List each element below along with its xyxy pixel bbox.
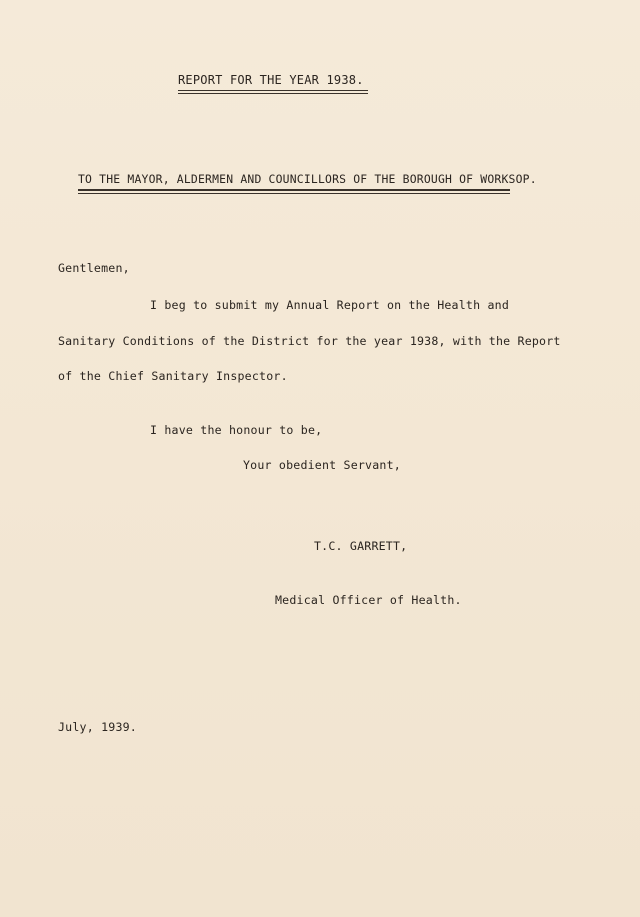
body-line-2: Sanitary Conditions of the District for the year 1938, with the Report — [58, 334, 561, 348]
closing-line-1: I have the honour to be, — [150, 423, 323, 437]
address-line: TO THE MAYOR, ALDERMEN AND COUNCILLORS OF THE BOROUGH OF WORKSOP. — [78, 172, 537, 186]
body-line-3: of the Chief Sanitary Inspector. — [58, 369, 288, 383]
document-date: July, 1939. — [58, 720, 137, 734]
signature-name: T.C. GARRETT, — [314, 539, 408, 553]
salutation: Gentlemen, — [58, 261, 130, 275]
closing-line-2: Your obedient Servant, — [243, 458, 401, 472]
address-underline — [78, 189, 510, 194]
heading-underline — [178, 90, 368, 94]
report-heading: REPORT FOR THE YEAR 1938. — [178, 73, 364, 87]
signature-title: Medical Officer of Health. — [275, 593, 462, 607]
body-line-1: I beg to submit my Annual Report on the Health and — [150, 298, 510, 312]
